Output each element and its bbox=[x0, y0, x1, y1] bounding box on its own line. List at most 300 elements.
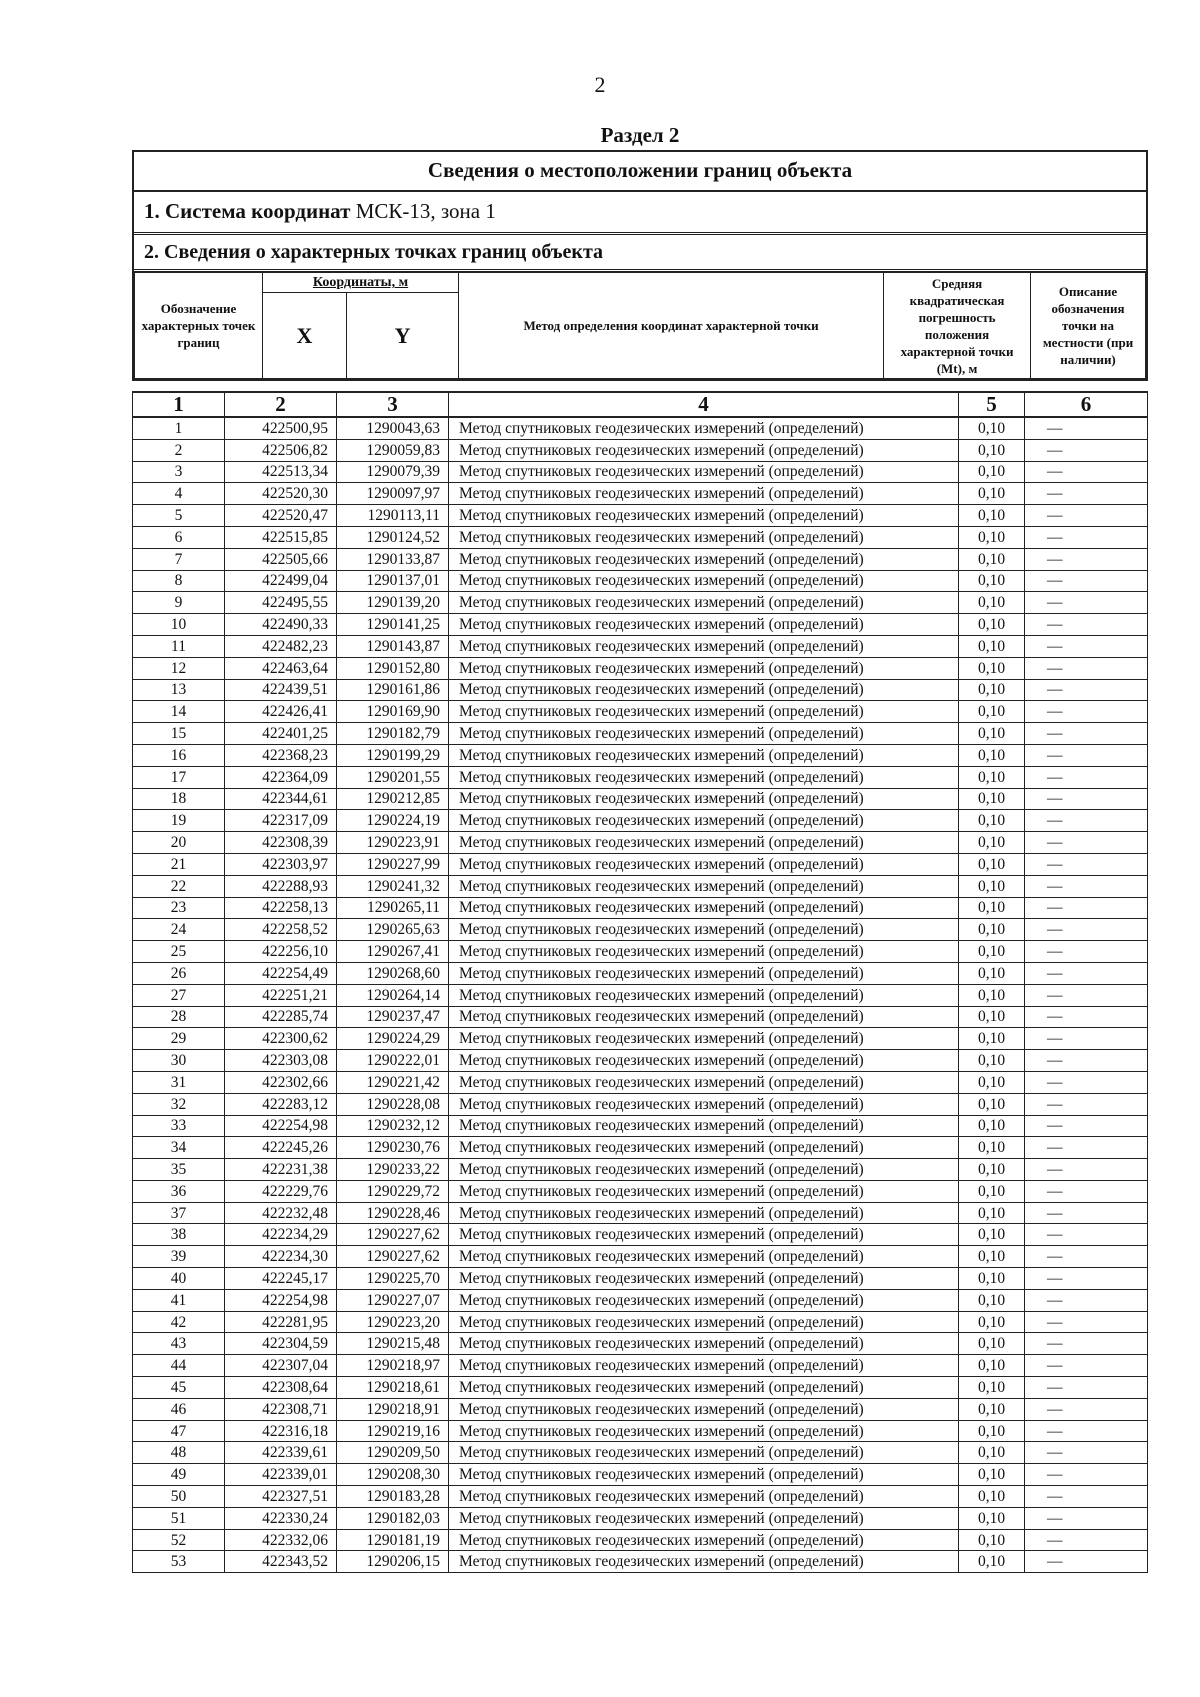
table-row bbox=[133, 1311, 1148, 1333]
point-number: 34 bbox=[133, 1137, 225, 1159]
error-value: 0,10 bbox=[959, 1355, 1025, 1377]
coord-y: 1290182,03 bbox=[337, 1507, 449, 1529]
point-number: 37 bbox=[133, 1202, 225, 1224]
table-row bbox=[133, 1006, 1148, 1028]
coord-y: 1290124,52 bbox=[337, 526, 449, 548]
point-number: 21 bbox=[133, 853, 225, 875]
method: Метод спутниковых геодезических измерений (определений) bbox=[449, 439, 959, 461]
header-y: Y bbox=[347, 293, 459, 379]
method: Метод спутниковых геодезических измерений (определений) bbox=[449, 635, 959, 657]
description-value: — bbox=[1025, 984, 1148, 1006]
point-number: 11 bbox=[133, 635, 225, 657]
description-value: — bbox=[1025, 1486, 1148, 1508]
coord-x: 422304,59 bbox=[225, 1333, 337, 1355]
coord-y: 1290230,76 bbox=[337, 1137, 449, 1159]
description-value: — bbox=[1025, 832, 1148, 854]
table-row bbox=[133, 614, 1148, 636]
coord-x: 422281,95 bbox=[225, 1311, 337, 1333]
method: Метод спутниковых геодезических измерений (определений) bbox=[449, 1071, 959, 1093]
table-row bbox=[133, 788, 1148, 810]
error-value: 0,10 bbox=[959, 744, 1025, 766]
table-row bbox=[133, 679, 1148, 701]
point-number: 51 bbox=[133, 1507, 225, 1529]
table-row bbox=[133, 1442, 1148, 1464]
description-value: — bbox=[1025, 1050, 1148, 1072]
point-number: 13 bbox=[133, 679, 225, 701]
point-number: 45 bbox=[133, 1377, 225, 1399]
table-row bbox=[133, 1115, 1148, 1137]
method: Метод спутниковых геодезических измерений (определений) bbox=[449, 614, 959, 636]
coord-y: 1290228,08 bbox=[337, 1093, 449, 1115]
point-number: 33 bbox=[133, 1115, 225, 1137]
table-row bbox=[133, 439, 1148, 461]
error-value: 0,10 bbox=[959, 635, 1025, 657]
description-value: — bbox=[1025, 810, 1148, 832]
coord-x: 422245,26 bbox=[225, 1137, 337, 1159]
method: Метод спутниковых геодезических измерений (определений) bbox=[449, 548, 959, 570]
table-row bbox=[133, 853, 1148, 875]
error-value: 0,10 bbox=[959, 897, 1025, 919]
table-row bbox=[133, 483, 1148, 505]
table-row bbox=[133, 875, 1148, 897]
description-value: — bbox=[1025, 1311, 1148, 1333]
method: Метод спутниковых геодезических измерений (определений) bbox=[449, 962, 959, 984]
method: Метод спутниковых геодезических измерений (определений) bbox=[449, 832, 959, 854]
coord-y: 1290043,63 bbox=[337, 417, 449, 439]
method: Метод спутниковых геодезических измерений (определений) bbox=[449, 1333, 959, 1355]
description-value: — bbox=[1025, 919, 1148, 941]
error-value: 0,10 bbox=[959, 592, 1025, 614]
coord-y: 1290097,97 bbox=[337, 483, 449, 505]
coord-x: 422401,25 bbox=[225, 723, 337, 745]
coordinate-system-label: 1. Система координат bbox=[144, 199, 351, 223]
error-value: 0,10 bbox=[959, 461, 1025, 483]
table-row bbox=[133, 526, 1148, 548]
column-number: 2 bbox=[225, 392, 337, 417]
description-value: — bbox=[1025, 962, 1148, 984]
coord-y: 1290233,22 bbox=[337, 1159, 449, 1181]
coord-y: 1290206,15 bbox=[337, 1551, 449, 1573]
coord-x: 422343,52 bbox=[225, 1551, 337, 1573]
column-number: 1 bbox=[133, 392, 225, 417]
point-number: 32 bbox=[133, 1093, 225, 1115]
coord-y: 1290218,97 bbox=[337, 1355, 449, 1377]
method: Метод спутниковых геодезических измерений (определений) bbox=[449, 1224, 959, 1246]
coord-x: 422344,61 bbox=[225, 788, 337, 810]
coord-x: 422283,12 bbox=[225, 1093, 337, 1115]
description-value: — bbox=[1025, 1377, 1148, 1399]
table-row bbox=[133, 1268, 1148, 1290]
coord-x: 422364,09 bbox=[225, 766, 337, 788]
method: Метод спутниковых геодезических измерений (определений) bbox=[449, 679, 959, 701]
coord-x: 422308,39 bbox=[225, 832, 337, 854]
description-value: — bbox=[1025, 614, 1148, 636]
method: Метод спутниковых геодезических измерений (определений) bbox=[449, 1486, 959, 1508]
method: Метод спутниковых геодезических измерений (определений) bbox=[449, 417, 959, 439]
error-value: 0,10 bbox=[959, 919, 1025, 941]
coord-y: 1290268,60 bbox=[337, 962, 449, 984]
description-value: — bbox=[1025, 1115, 1148, 1137]
error-value: 0,10 bbox=[959, 1507, 1025, 1529]
coord-y: 1290143,87 bbox=[337, 635, 449, 657]
table-row bbox=[133, 1028, 1148, 1050]
point-number: 25 bbox=[133, 941, 225, 963]
method: Метод спутниковых геодезических измерений (определений) bbox=[449, 1311, 959, 1333]
table-row bbox=[133, 548, 1148, 570]
description-value: — bbox=[1025, 1268, 1148, 1290]
method: Метод спутниковых геодезических измерений (определений) bbox=[449, 1202, 959, 1224]
coord-y: 1290267,41 bbox=[337, 941, 449, 963]
method: Метод спутниковых геодезических измерений (определений) bbox=[449, 1507, 959, 1529]
table-row bbox=[133, 810, 1148, 832]
table-row bbox=[133, 744, 1148, 766]
coord-y: 1290264,14 bbox=[337, 984, 449, 1006]
table-row bbox=[133, 701, 1148, 723]
method: Метод спутниковых геодезических измерений (определений) bbox=[449, 1464, 959, 1486]
coord-y: 1290169,90 bbox=[337, 701, 449, 723]
table-row bbox=[133, 1529, 1148, 1551]
description-value: — bbox=[1025, 505, 1148, 527]
method: Метод спутниковых геодезических измерений (определений) bbox=[449, 1137, 959, 1159]
description-value: — bbox=[1025, 1137, 1148, 1159]
error-value: 0,10 bbox=[959, 1464, 1025, 1486]
point-number: 35 bbox=[133, 1159, 225, 1181]
description-value: — bbox=[1025, 897, 1148, 919]
coord-y: 1290079,39 bbox=[337, 461, 449, 483]
point-number: 9 bbox=[133, 592, 225, 614]
point-number: 23 bbox=[133, 897, 225, 919]
method: Метод спутниковых геодезических измерений (определений) bbox=[449, 526, 959, 548]
coord-y: 1290133,87 bbox=[337, 548, 449, 570]
coord-y: 1290161,86 bbox=[337, 679, 449, 701]
coord-y: 1290265,11 bbox=[337, 897, 449, 919]
table-row bbox=[133, 1180, 1148, 1202]
description-value: — bbox=[1025, 1159, 1148, 1181]
description-value: — bbox=[1025, 1398, 1148, 1420]
coord-x: 422332,06 bbox=[225, 1529, 337, 1551]
error-value: 0,10 bbox=[959, 1159, 1025, 1181]
coord-x: 422254,49 bbox=[225, 962, 337, 984]
table-row bbox=[133, 1071, 1148, 1093]
point-number: 39 bbox=[133, 1246, 225, 1268]
coord-x: 422513,34 bbox=[225, 461, 337, 483]
method: Метод спутниковых геодезических измерений (определений) bbox=[449, 1442, 959, 1464]
coord-y: 1290215,48 bbox=[337, 1333, 449, 1355]
table-row bbox=[133, 461, 1148, 483]
header-error: Средняя квадратическая погрешность положения характерной точки (Мt), м bbox=[884, 273, 1031, 379]
coord-y: 1290222,01 bbox=[337, 1050, 449, 1072]
description-value: — bbox=[1025, 701, 1148, 723]
coord-x: 422520,47 bbox=[225, 505, 337, 527]
error-value: 0,10 bbox=[959, 875, 1025, 897]
table-row bbox=[133, 1507, 1148, 1529]
point-number: 52 bbox=[133, 1529, 225, 1551]
method: Метод спутниковых геодезических измерений (определений) bbox=[449, 1268, 959, 1290]
description-value: — bbox=[1025, 439, 1148, 461]
coord-y: 1290229,72 bbox=[337, 1180, 449, 1202]
coord-y: 1290241,32 bbox=[337, 875, 449, 897]
point-number: 46 bbox=[133, 1398, 225, 1420]
coord-y: 1290199,29 bbox=[337, 744, 449, 766]
column-numbers-row bbox=[133, 392, 1148, 417]
description-value: — bbox=[1025, 1507, 1148, 1529]
coord-x: 422256,10 bbox=[225, 941, 337, 963]
point-number: 40 bbox=[133, 1268, 225, 1290]
coordinate-system-value: МСК-13, зона 1 bbox=[355, 199, 496, 223]
method: Метод спутниковых геодезических измерений (определений) bbox=[449, 592, 959, 614]
error-value: 0,10 bbox=[959, 1311, 1025, 1333]
method: Метод спутниковых геодезических измерений (определений) bbox=[449, 941, 959, 963]
error-value: 0,10 bbox=[959, 483, 1025, 505]
table-row bbox=[133, 984, 1148, 1006]
coord-x: 422327,51 bbox=[225, 1486, 337, 1508]
coord-y: 1290223,20 bbox=[337, 1311, 449, 1333]
point-number: 5 bbox=[133, 505, 225, 527]
point-number: 2 bbox=[133, 439, 225, 461]
coord-x: 422499,04 bbox=[225, 570, 337, 592]
description-value: — bbox=[1025, 1355, 1148, 1377]
error-value: 0,10 bbox=[959, 1050, 1025, 1072]
header-table bbox=[134, 272, 1146, 379]
method: Метод спутниковых геодезических измерений (определений) bbox=[449, 1355, 959, 1377]
point-number: 50 bbox=[133, 1486, 225, 1508]
coord-y: 1290141,25 bbox=[337, 614, 449, 636]
method: Метод спутниковых геодезических измерений (определений) bbox=[449, 766, 959, 788]
method: Метод спутниковых геодезических измерений (определений) bbox=[449, 1180, 959, 1202]
method: Метод спутниковых геодезических измерений (определений) bbox=[449, 657, 959, 679]
coord-x: 422490,33 bbox=[225, 614, 337, 636]
description-value: — bbox=[1025, 657, 1148, 679]
coord-x: 422339,61 bbox=[225, 1442, 337, 1464]
coord-y: 1290265,63 bbox=[337, 919, 449, 941]
method: Метод спутниковых геодезических измерений (определений) bbox=[449, 1377, 959, 1399]
coord-y: 1290201,55 bbox=[337, 766, 449, 788]
header-method: Метод определения координат характерной точки bbox=[459, 273, 884, 379]
error-value: 0,10 bbox=[959, 941, 1025, 963]
coord-y: 1290221,42 bbox=[337, 1071, 449, 1093]
description-value: — bbox=[1025, 1551, 1148, 1573]
description-value: — bbox=[1025, 1442, 1148, 1464]
error-value: 0,10 bbox=[959, 1006, 1025, 1028]
table-row bbox=[133, 1333, 1148, 1355]
coord-y: 1290208,30 bbox=[337, 1464, 449, 1486]
point-number: 47 bbox=[133, 1420, 225, 1442]
column-number: 6 bbox=[1025, 392, 1148, 417]
method: Метод спутниковых геодезических измерений (определений) bbox=[449, 744, 959, 766]
description-value: — bbox=[1025, 1246, 1148, 1268]
coord-x: 422439,51 bbox=[225, 679, 337, 701]
coord-y: 1290224,29 bbox=[337, 1028, 449, 1050]
coord-y: 1290228,46 bbox=[337, 1202, 449, 1224]
description-value: — bbox=[1025, 1071, 1148, 1093]
method: Метод спутниковых геодезических измерений (определений) bbox=[449, 788, 959, 810]
point-number: 41 bbox=[133, 1289, 225, 1311]
point-number: 24 bbox=[133, 919, 225, 941]
method: Метод спутниковых геодезических измерений (определений) bbox=[449, 505, 959, 527]
error-value: 0,10 bbox=[959, 1333, 1025, 1355]
coord-x: 422308,71 bbox=[225, 1398, 337, 1420]
point-number: 42 bbox=[133, 1311, 225, 1333]
point-number: 44 bbox=[133, 1355, 225, 1377]
method: Метод спутниковых геодезических измерений (определений) bbox=[449, 483, 959, 505]
description-value: — bbox=[1025, 941, 1148, 963]
coord-x: 422234,29 bbox=[225, 1224, 337, 1246]
coord-x: 422258,52 bbox=[225, 919, 337, 941]
coord-x: 422426,41 bbox=[225, 701, 337, 723]
coord-x: 422288,93 bbox=[225, 875, 337, 897]
table-row bbox=[133, 1377, 1148, 1399]
coord-x: 422300,62 bbox=[225, 1028, 337, 1050]
description-value: — bbox=[1025, 744, 1148, 766]
coord-y: 1290227,07 bbox=[337, 1289, 449, 1311]
table-row bbox=[133, 417, 1148, 439]
coord-y: 1290113,11 bbox=[337, 505, 449, 527]
table-row bbox=[133, 1224, 1148, 1246]
table-row bbox=[133, 1050, 1148, 1072]
coord-x: 422505,66 bbox=[225, 548, 337, 570]
method: Метод спутниковых геодезических измерений (определений) bbox=[449, 1115, 959, 1137]
section-frame bbox=[132, 150, 1148, 381]
point-number: 19 bbox=[133, 810, 225, 832]
table-row bbox=[133, 657, 1148, 679]
coord-y: 1290225,70 bbox=[337, 1268, 449, 1290]
coord-y: 1290224,19 bbox=[337, 810, 449, 832]
table-row bbox=[133, 897, 1148, 919]
error-value: 0,10 bbox=[959, 1268, 1025, 1290]
coord-y: 1290237,47 bbox=[337, 1006, 449, 1028]
point-number: 17 bbox=[133, 766, 225, 788]
error-value: 0,10 bbox=[959, 962, 1025, 984]
column-number: 3 bbox=[337, 392, 449, 417]
column-number: 5 bbox=[959, 392, 1025, 417]
table-row bbox=[133, 1246, 1148, 1268]
method: Метод спутниковых геодезических измерений (определений) bbox=[449, 570, 959, 592]
coord-x: 422317,09 bbox=[225, 810, 337, 832]
table-row bbox=[133, 505, 1148, 527]
points-table bbox=[132, 391, 1148, 1573]
coord-x: 422330,24 bbox=[225, 1507, 337, 1529]
method: Метод спутниковых геодезических измерений (определений) bbox=[449, 1551, 959, 1573]
page-number: 2 bbox=[594, 72, 606, 97]
method: Метод спутниковых геодезических измерений (определений) bbox=[449, 1028, 959, 1050]
error-value: 0,10 bbox=[959, 1180, 1025, 1202]
error-value: 0,10 bbox=[959, 1224, 1025, 1246]
description-value: — bbox=[1025, 526, 1148, 548]
coord-x: 422302,66 bbox=[225, 1071, 337, 1093]
point-number: 1 bbox=[133, 417, 225, 439]
description-value: — bbox=[1025, 766, 1148, 788]
coord-x: 422285,74 bbox=[225, 1006, 337, 1028]
coord-x: 422234,30 bbox=[225, 1246, 337, 1268]
error-value: 0,10 bbox=[959, 853, 1025, 875]
error-value: 0,10 bbox=[959, 766, 1025, 788]
section-title: Раздел 2 bbox=[600, 123, 680, 147]
error-value: 0,10 bbox=[959, 1202, 1025, 1224]
point-number: 49 bbox=[133, 1464, 225, 1486]
table-row bbox=[133, 1551, 1148, 1573]
table-row bbox=[133, 919, 1148, 941]
method: Метод спутниковых геодезических измерений (определений) bbox=[449, 810, 959, 832]
method: Метод спутниковых геодезических измерений (определений) bbox=[449, 853, 959, 875]
method: Метод спутниковых геодезических измерений (определений) bbox=[449, 1006, 959, 1028]
method: Метод спутниковых геодезических измерений (определений) bbox=[449, 701, 959, 723]
coord-y: 1290209,50 bbox=[337, 1442, 449, 1464]
table-row bbox=[133, 723, 1148, 745]
table-row bbox=[133, 1137, 1148, 1159]
description-value: — bbox=[1025, 1420, 1148, 1442]
coord-x: 422316,18 bbox=[225, 1420, 337, 1442]
coord-y: 1290183,28 bbox=[337, 1486, 449, 1508]
table-row bbox=[133, 766, 1148, 788]
table-row bbox=[133, 1202, 1148, 1224]
coord-x: 422515,85 bbox=[225, 526, 337, 548]
point-number: 15 bbox=[133, 723, 225, 745]
error-value: 0,10 bbox=[959, 1028, 1025, 1050]
point-number: 8 bbox=[133, 570, 225, 592]
error-value: 0,10 bbox=[959, 679, 1025, 701]
table-row bbox=[133, 962, 1148, 984]
coord-x: 422520,30 bbox=[225, 483, 337, 505]
error-value: 0,10 bbox=[959, 439, 1025, 461]
description-value: — bbox=[1025, 417, 1148, 439]
description-value: — bbox=[1025, 679, 1148, 701]
coord-x: 422495,55 bbox=[225, 592, 337, 614]
coord-x: 422232,48 bbox=[225, 1202, 337, 1224]
coord-y: 1290223,91 bbox=[337, 832, 449, 854]
error-value: 0,10 bbox=[959, 505, 1025, 527]
point-number: 6 bbox=[133, 526, 225, 548]
point-number: 36 bbox=[133, 1180, 225, 1202]
coord-x: 422258,13 bbox=[225, 897, 337, 919]
error-value: 0,10 bbox=[959, 810, 1025, 832]
column-number: 4 bbox=[449, 392, 959, 417]
error-value: 0,10 bbox=[959, 723, 1025, 745]
error-value: 0,10 bbox=[959, 657, 1025, 679]
description-value: — bbox=[1025, 1529, 1148, 1551]
coord-x: 422229,76 bbox=[225, 1180, 337, 1202]
coord-y: 1290152,80 bbox=[337, 657, 449, 679]
point-number: 38 bbox=[133, 1224, 225, 1246]
coord-x: 422254,98 bbox=[225, 1289, 337, 1311]
coord-y: 1290218,61 bbox=[337, 1377, 449, 1399]
method: Метод спутниковых геодезических измерений (определений) bbox=[449, 1420, 959, 1442]
subsection-title: 2. Сведения о характерных точках границ объекта bbox=[134, 235, 1146, 272]
coord-x: 422463,64 bbox=[225, 657, 337, 679]
description-value: — bbox=[1025, 570, 1148, 592]
method: Метод спутниковых геодезических измерений (определений) bbox=[449, 723, 959, 745]
table-row bbox=[133, 635, 1148, 657]
point-number: 10 bbox=[133, 614, 225, 636]
coord-y: 1290227,62 bbox=[337, 1246, 449, 1268]
coord-x: 422254,98 bbox=[225, 1115, 337, 1137]
coord-x: 422500,95 bbox=[225, 417, 337, 439]
point-number: 16 bbox=[133, 744, 225, 766]
coord-x: 422339,01 bbox=[225, 1464, 337, 1486]
description-value: — bbox=[1025, 548, 1148, 570]
method: Метод спутниковых геодезических измерений (определений) bbox=[449, 875, 959, 897]
table-row bbox=[133, 1289, 1148, 1311]
table-row bbox=[133, 1464, 1148, 1486]
method: Метод спутниковых геодезических измерений (определений) bbox=[449, 1246, 959, 1268]
coord-y: 1290232,12 bbox=[337, 1115, 449, 1137]
error-value: 0,10 bbox=[959, 526, 1025, 548]
method: Метод спутниковых геодезических измерений (определений) bbox=[449, 1050, 959, 1072]
error-value: 0,10 bbox=[959, 614, 1025, 636]
description-value: — bbox=[1025, 1289, 1148, 1311]
table-row bbox=[133, 1093, 1148, 1115]
table-row bbox=[133, 570, 1148, 592]
error-value: 0,10 bbox=[959, 1398, 1025, 1420]
